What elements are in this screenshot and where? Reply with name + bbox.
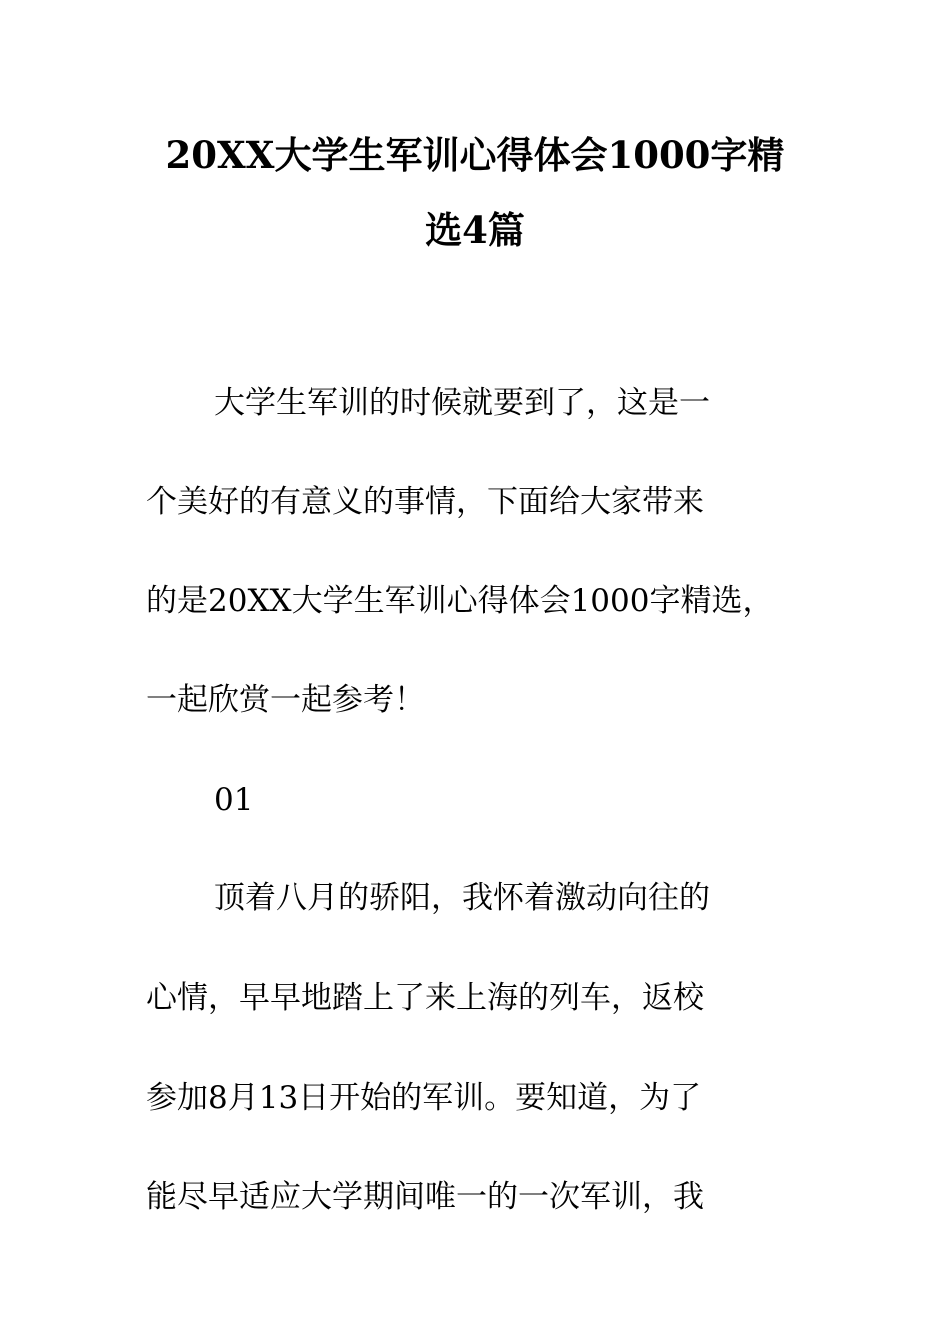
paragraph-line: 大学生军训的时候就要到了，这是一 <box>214 385 710 421</box>
paragraph-line: 心情，早早地踏上了来上海的列车，返校 <box>146 980 704 1016</box>
document-title-line-1: 20XX大学生军训心得体会1000字精 <box>165 133 785 177</box>
paragraph-line: 顶着八月的骄阳，我怀着激动向往的 <box>214 880 710 916</box>
paragraph-line: 个美好的有意义的事情，下面给大家带来 <box>146 484 704 520</box>
document-title-line-2: 选4篇 <box>425 208 525 252</box>
section-number: 01 <box>214 782 254 818</box>
paragraph-line: 的是20XX大学生军训心得体会1000字精选， <box>146 583 774 619</box>
paragraph-line: 能尽早适应大学期间唯一的一次军训，我 <box>146 1179 704 1215</box>
paragraph-line: 一起欣赏一起参考！ <box>146 682 425 718</box>
paragraph-line: 参加8月13日开始的军训。要知道，为了 <box>146 1080 702 1116</box>
